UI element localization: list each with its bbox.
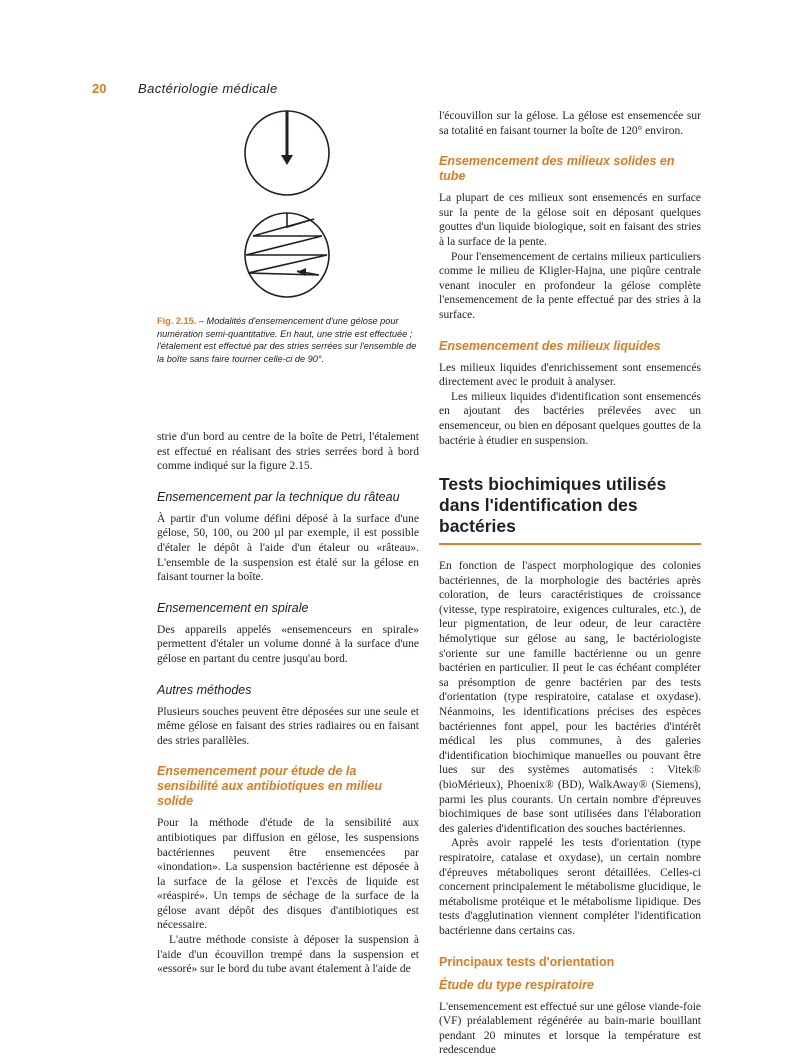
sensibilite-paragraph-1: Pour la méthode d'étude de la sensibilité aux antibiotiques par diffusion en gélose, les suspensions bactériennes peuvent être ensemencées par «inondation». La suspension bactérienne est déposée à la surface de la gélose et l'excès de liquide est «réaspiré». Un temps de séchage de la surface de la gélose avant dépôt des disques d'antibiotiques est nécessaire. (157, 817, 419, 932)
figure-caption-text: – Modalités d'ensemencement d'une gélose pour numération semi-quantitative. En haut, une strie est effectuée ; l'étalement est effectué par des stries serrées sur l'ensemble de la boîte sans faire tourner celle-ci de 90°. (157, 316, 417, 364)
running-title: Bactériologie médicale (138, 81, 278, 96)
tube-paragraph-2: Pour l'ensemencement de certains milieux particuliers comme le milieu de Kligler-Hajna, une piqûre centrale venant inoculer en profondeur la gélose complète l'ensemencement de la pente effectué par des stries à la surface. (439, 250, 701, 321)
rateau-paragraph: À partir d'un volume défini déposé à la surface d'une gélose, 50, 100, ou 200 µl par exemple, il est possible d'étaler le dépôt à l'aide d'un étaleur ou «râteau». L'ensemble de la suspension est étalé sur la gélose en faisant tourner la boîte. (157, 512, 419, 584)
petri-dish-zigzag-streak (245, 213, 329, 297)
heading-milieux-solides-tube: Ensemencement des milieux solides en tube (439, 154, 675, 184)
spirale-paragraph: Des appareils appelés «ensemenceurs en spirale» permettent d'étaler un volume donné à la surface d'une gélose en partant du centre jusqu'au bord. (157, 623, 419, 665)
respiratoire-paragraph: L'ensemencement est effectué sur une gélose viande-foie (VF) préalablement régénérée au bain-marie bouillant pendant 20 minutes et lorsque la température est redescendue (439, 1000, 701, 1057)
tests-paragraph-2: Après avoir rappelé les tests d'orientation (type respiratoire, catalase et oxydase), un certain nombre d'épreuves métaboliques seront détaillées. Celles-ci concernent principalement le métabolisme glucidique, le métabolisme protéique et le métabolisme lipidique. Des tests d'agglutination viennent compléter l'identification bactérienne dans certains cas. (439, 837, 701, 937)
right-column (439, 109, 701, 1058)
heading-autres-methodes: Autres méthodes (157, 682, 252, 697)
heading-sensibilite-antibiotiques: Ensemencement pour étude de la sensibilité aux antibiotiques en milieu solide (157, 764, 383, 809)
tests-paragraph-1: En fonction de l'aspect morphologique des colonies bactériennes, de la morphologie des bactéries après coloration, de leurs caractéristiques de croissance (vitesse, type respiratoire, exigences culturales, etc.), de leur pigmentation, de leur odeur, de leur caractère hémolytique sur gélose au sang, le bactériologiste s'oriente sur une famille bactérienne ou un genre bactérien en particulier. Il peut le cas échéant compléter sa présomption de genre bactérien par des tests d'orientation (type respiratoire, catalase et oxydase). Néanmoins, les identifications précises des espèces bactériennes font appel, pour les bactéries d'intérêt médical les plus communes, à des galeries d'identification biochimique manuelles ou pouvant être lues sur des systèmes automatisés : Vitek® (bioMérieux), Phoenix® (BD), WalkAway® (Siemens), parmi les plus courants. Un certain nombre d'épreuves biochimiques de base sont utilisées dans l'élaboration des galeries d'identification des souches bactériennes. (439, 560, 701, 835)
sensibilite-paragraph-2: L'autre méthode consiste à déposer la suspension à l'aide d'un écouvillon trempé dans la suspension et «essoré» sur le bord du tube avant étalement à l'aide de (157, 934, 419, 976)
figure-petri-dishes (157, 105, 419, 310)
left-column (157, 430, 419, 977)
heading-type-respiratoire: Étude du type respiratoire (439, 977, 594, 992)
left-intro-paragraph: strie d'un bord au centre de la boîte de Petri, l'étalement est effectué en réalisant des stries serrées bord à bord comme indiqué sur la figure 2.15. (157, 431, 419, 473)
petri-dish-single-streak (245, 111, 329, 195)
figure-label: Fig. 2.15. (157, 316, 197, 326)
heading-milieux-liquides: Ensemencement des milieux liquides (439, 338, 661, 353)
figure-caption (157, 315, 419, 365)
heading-tests-orientation: Principaux tests d'orientation (439, 954, 615, 969)
heading-spirale: Ensemencement en spirale (157, 600, 309, 615)
tube-paragraph-1: La plupart de ces milieux sont ensemencés en surface sur la pente de la gélose soit en déposant quelques gouttes d'un liquide biologique, soit en faisant des stries à la surface de la pente. (439, 192, 701, 248)
heading-rateau: Ensemencement par la technique du râteau (157, 489, 400, 504)
section-divider (439, 543, 701, 545)
liquides-paragraph-2: Les milieux liquides d'identification sont ensemencés en ajoutant des bactéries prélevées avec un ensemenceur, ou bien en déposant quelques gouttes de la bactérie à étudier en suspension. (439, 390, 701, 447)
petri-dish-diagram (157, 105, 419, 310)
right-intro-paragraph: l'écouvillon sur la gélose. La gélose est ensemencée sur sa totalité en faisant tourner la boîte de 120° environ. (439, 110, 701, 137)
liquides-paragraph-1: Les milieux liquides d'enrichissement sont ensemencés directement avec le produit à analyser. (439, 361, 701, 389)
page-number: 20 (92, 81, 107, 96)
section-title-tests-biochimiques: Tests biochimiques utilisés dans l'identification des bactéries (439, 474, 667, 537)
autres-methodes-paragraph: Plusieurs souches peuvent être déposées sur une seule et même gélose en faisant des stries radiaires ou en faisant des stries parallèles. (157, 705, 419, 747)
